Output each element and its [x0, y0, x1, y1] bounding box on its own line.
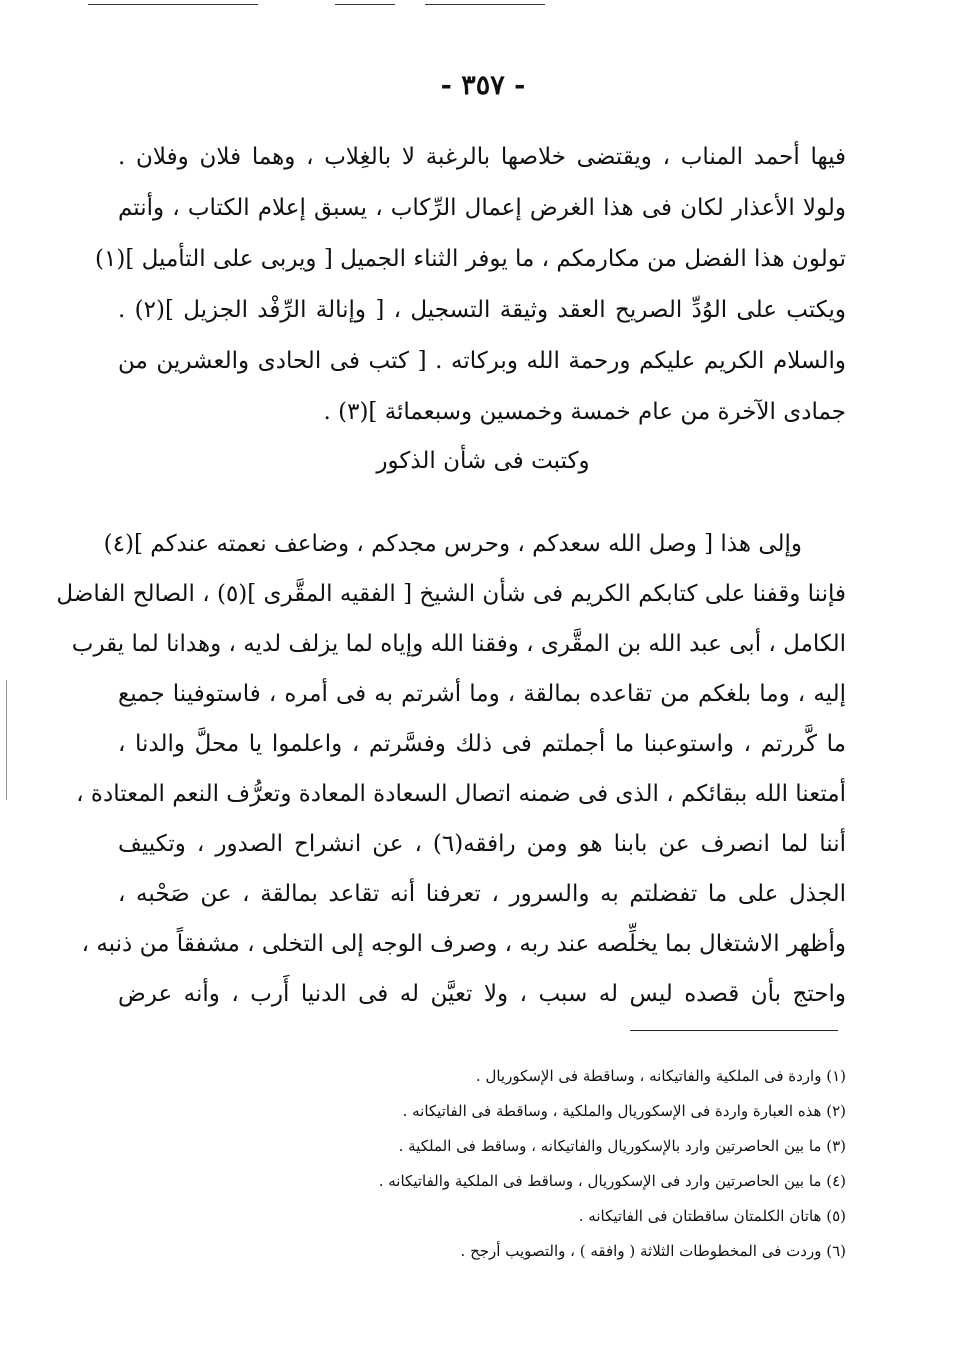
footnote: (٤) ما بين الحاصرتين وارد فى الإسكوريال ، وساقط فى الملكية والفاتيكانه . [378, 1172, 846, 1190]
text-line: ويكتب على الوُدِّ الصريح العقد وثيقة التسجيل ، [ وإنالة الرِّفْد الجزيل ](٢) . [118, 297, 846, 323]
text-line: الجذل على ما تفضلتم به والسرور ، تعرفنا أنه تقاعد بمالقة ، عن صَحْبه ، [118, 881, 846, 907]
footnote: (٢) هذه العبارة واردة فى الإسكوريال والملكية ، وساقطة فى الفاتيكانه . [402, 1102, 846, 1120]
scan-top-rule [425, 4, 545, 5]
scan-top-rule [335, 4, 395, 5]
footnote-divider [630, 1030, 838, 1031]
text-line: فإننا وقفنا على كتابكم الكريم فى شأن الشيخ [ الفقيه المقَّرى ](٥) ، الصالح الفاضل [56, 581, 846, 607]
text-line: فيها أحمد المناب ، ويقتضى خلاصها بالرغبة لا بالغِلاب ، وهما فلان وفلان . [118, 144, 846, 170]
text-line: وإلى هذا [ وصل الله سعدكم ، وحرس مجدكم ، وضاعف نعمته عندكم ](٤) [103, 531, 802, 557]
text-line: جمادى الآخرة من عام خمسة وخمسين وسبعمائة ](٣) . [323, 399, 846, 425]
section-heading: وكتبت فى شأن الذكور [376, 448, 590, 474]
text-line: واحتج بأن قصده ليس له سبب ، ولا تعيَّن له فى الدنيا أَرب ، وأنه عرض [118, 981, 846, 1007]
page-number: - ٣٥٧ - [440, 70, 526, 101]
text-line: ما كَّررتم ، واستوعبنا ما أجملتم فى ذلك وفسَّرتم ، واعلموا يا محلَّ والدنا ، [118, 731, 846, 757]
text-line: أننا لما انصرف عن بابنا هو ومن رافقه(٦) ، عن انشراح الصدور ، وتكييف [118, 831, 846, 857]
text-line: وأظهر الاشتغال بما يخلِّصه عند ربه ، وصرف الوجه إلى التخلى ، مشفقاً من ذنبه ، [81, 931, 846, 957]
footnote: (٣) ما بين الحاصرتين وارد بالإسكوريال والفاتيكانه ، وساقط فى الملكية . [398, 1137, 846, 1155]
text-line: والسلام الكريم عليكم ورحمة الله وبركاته . [ كتب فى الحادى والعشرين من [118, 348, 846, 374]
text-line: الكامل ، أبى عبد الله بن المقَّرى ، وفقنا الله وإياه لما يزلف لديه ، وهدانا لما يقرب [71, 631, 846, 657]
text-line: إليه ، وما بلغكم من تقاعده بمالقة ، وما أشرتم به فى أمره ، فاستوفينا جميع [118, 681, 846, 707]
footnote: (٥) هاتان الكلمتان ساقطتان فى الفاتيكانه . [578, 1207, 846, 1225]
footnote: (١) واردة فى الملكية والفاتيكانه ، وساقطة فى الإسكوريال . [475, 1067, 846, 1085]
scan-top-rule [88, 4, 258, 5]
scan-edge-mark [6, 680, 7, 800]
text-line: أمتعنا الله ببقائكم ، الذى فى ضمنه اتصال السعادة المعادة وتعرُّف النعم المعتادة ، [76, 781, 846, 807]
text-line: ولولا الأعذار لكان فى هذا الغرض إعمال الرِّكاب ، يسبق إعلام الكتاب ، وأنتم [118, 195, 846, 221]
text-line: تولون هذا الفضل من مكارمكم ، ما يوفر الثناء الجميل [ ويربى على التأميل ](١) [95, 246, 846, 272]
footnote: (٦) وردت فى المخطوطات الثلاثة ( وافقه ) ، والتصويب أرجح . [460, 1242, 846, 1260]
